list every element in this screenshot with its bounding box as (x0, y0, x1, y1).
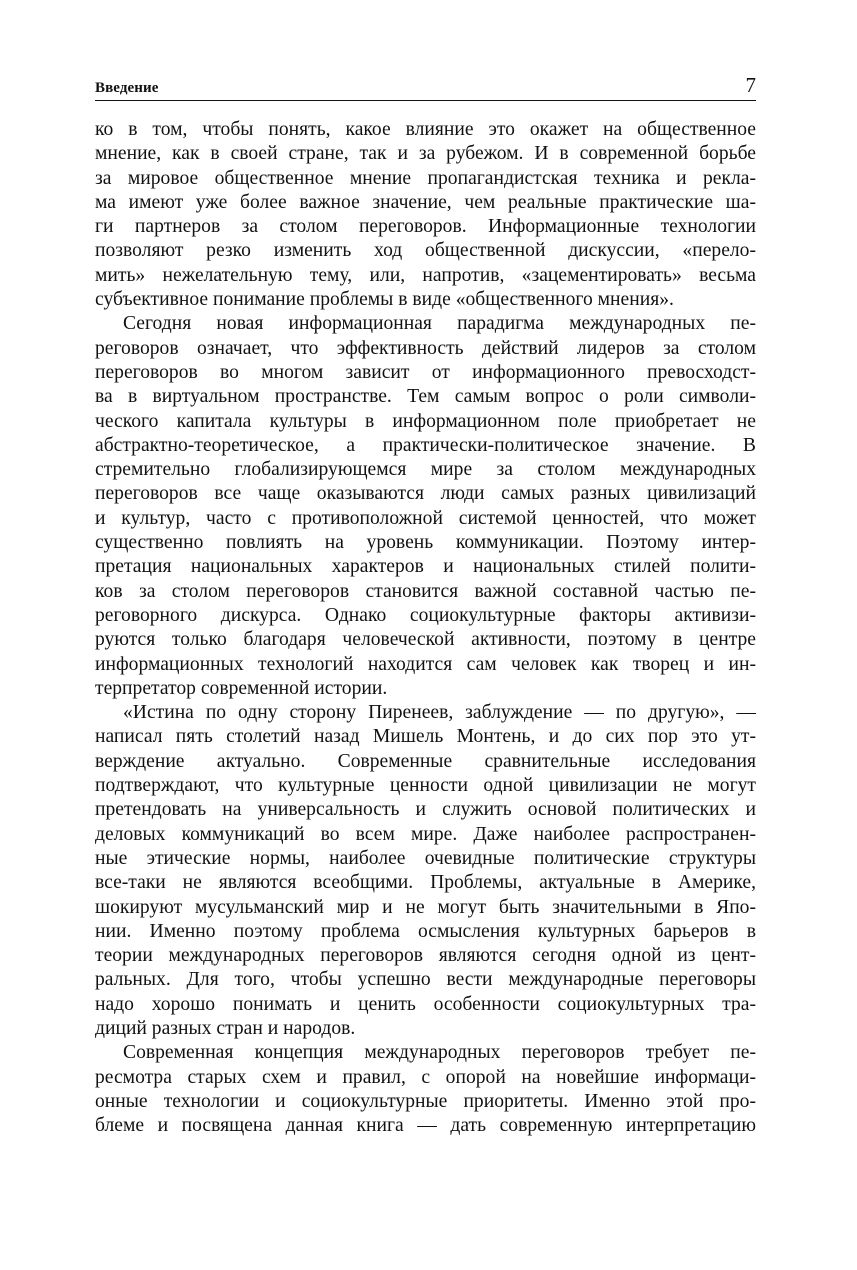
text-line: претендовать на универсальность и служить основой политических и (95, 799, 756, 821)
text-line: терпретатор современной истории. (95, 677, 388, 699)
text-line: диций разных стран и народов. (95, 1017, 356, 1039)
text-line: ков за столом переговоров становится важной составной частью пе- (95, 580, 756, 602)
text-line: информационных технологий находится сам человек как творец и ин- (95, 653, 756, 675)
text-line: позволяют резко изменить ход общественной дискуссии, «перело- (95, 240, 756, 262)
paragraph (95, 701, 756, 1041)
text-line: ги партнеров за столом переговоров. Информационные технологии (95, 216, 756, 238)
text-line: руются только благодаря человеческой активности, поэтому в центре (95, 629, 756, 651)
text-line: деловых коммуникаций во всем мире. Даже наиболее распространен- (95, 823, 756, 845)
text-line: Сегодня новая информационная парадигма международных пе- (123, 313, 756, 335)
text-line: написал пять столетий назад Мишель Монтень, и до сих пор это ут- (95, 726, 756, 748)
text-line: блеме и посвящена данная книга — дать современную интерпретацию (95, 1115, 756, 1137)
paragraph (95, 1041, 756, 1138)
text-line: все-таки не являются всеобщими. Проблемы, актуальные в Америке, (95, 872, 756, 894)
text-line: ные этические нормы, наиболее очевидные политические структуры (95, 847, 756, 869)
running-header (95, 72, 756, 101)
text-line: онные технологии и социокультурные приоритеты. Именно этой про- (95, 1090, 756, 1112)
text-line: ма имеют уже более важное значение, чем реальные практические ша- (95, 191, 756, 213)
text-line: ресмотра старых схем и правил, с опорой на новейшие информаци- (95, 1066, 756, 1088)
text-line: реговорного дискурса. Однако социокультурные факторы активизи- (95, 604, 756, 626)
text-line: стремительно глобализирующемся мире за столом международных (95, 459, 756, 481)
text-line: надо хорошо понимать и ценить особенности социокультурных тра- (95, 993, 756, 1015)
text-line: реговоров означает, что эффективность действий лидеров за столом (95, 337, 756, 359)
text-line: ко в том, чтобы понять, какое влияние это окажет на общественное (95, 119, 756, 140)
text-line: теории международных переговоров являются сегодня одной из цент- (95, 945, 756, 967)
text-line: претация национальных характеров и национальных стилей полити- (95, 556, 756, 578)
text-line: шокируют мусульманский мир и не могут быть значительными в Япо- (95, 896, 756, 918)
paragraph (95, 312, 756, 701)
text-line: переговоров во многом зависит от информационного превосходст- (95, 361, 756, 383)
text-line: верждение актуально. Современные сравнительные исследования (95, 750, 756, 772)
paragraph (95, 118, 756, 312)
body-text (95, 118, 756, 1138)
book-page (95, 72, 756, 1138)
text-line: «Истина по одну сторону Пиренеев, заблуждение — по другую», — (123, 702, 756, 724)
text-line: ва в виртуальном пространстве. Тем самым вопрос о роли символи- (95, 386, 756, 408)
text-line: подтверждают, что культурные ценности одной цивилизации не могут (95, 775, 756, 797)
text-line: за мировое общественное мнение пропагандистская техника и рекла- (95, 167, 756, 189)
text-line: мить» нежелательную тему, или, напротив, «зацементировать» весьма (95, 264, 756, 286)
text-line: субъективное понимание проблемы в виде «общественного мнения». (95, 289, 674, 311)
text-line: существенно повлиять на уровень коммуникации. Поэтому интер- (95, 532, 756, 554)
text-line: ческого капитала культуры в информационном поле приобретает не (95, 410, 756, 432)
text-line: Современная концепция международных переговоров требует пе- (123, 1042, 756, 1064)
text-line: ральных. Для того, чтобы успешно вести международные переговоры (95, 969, 756, 991)
text-line: и культур, часто с противоположной системой ценностей, что может (95, 507, 756, 529)
text-line: мнение, как в своей стране, так и за рубежом. И в современной борьбе (95, 143, 756, 165)
text-line: переговоров все чаще оказываются люди самых разных цивилизаций (95, 483, 756, 505)
text-line: нии. Именно поэтому проблема осмысления культурных барьеров в (95, 920, 756, 942)
text-line: абстрактно-теоретическое, а практически-политическое значение. В (95, 434, 756, 456)
section-title: Введение (95, 80, 159, 96)
page-number: 7 (745, 73, 756, 97)
